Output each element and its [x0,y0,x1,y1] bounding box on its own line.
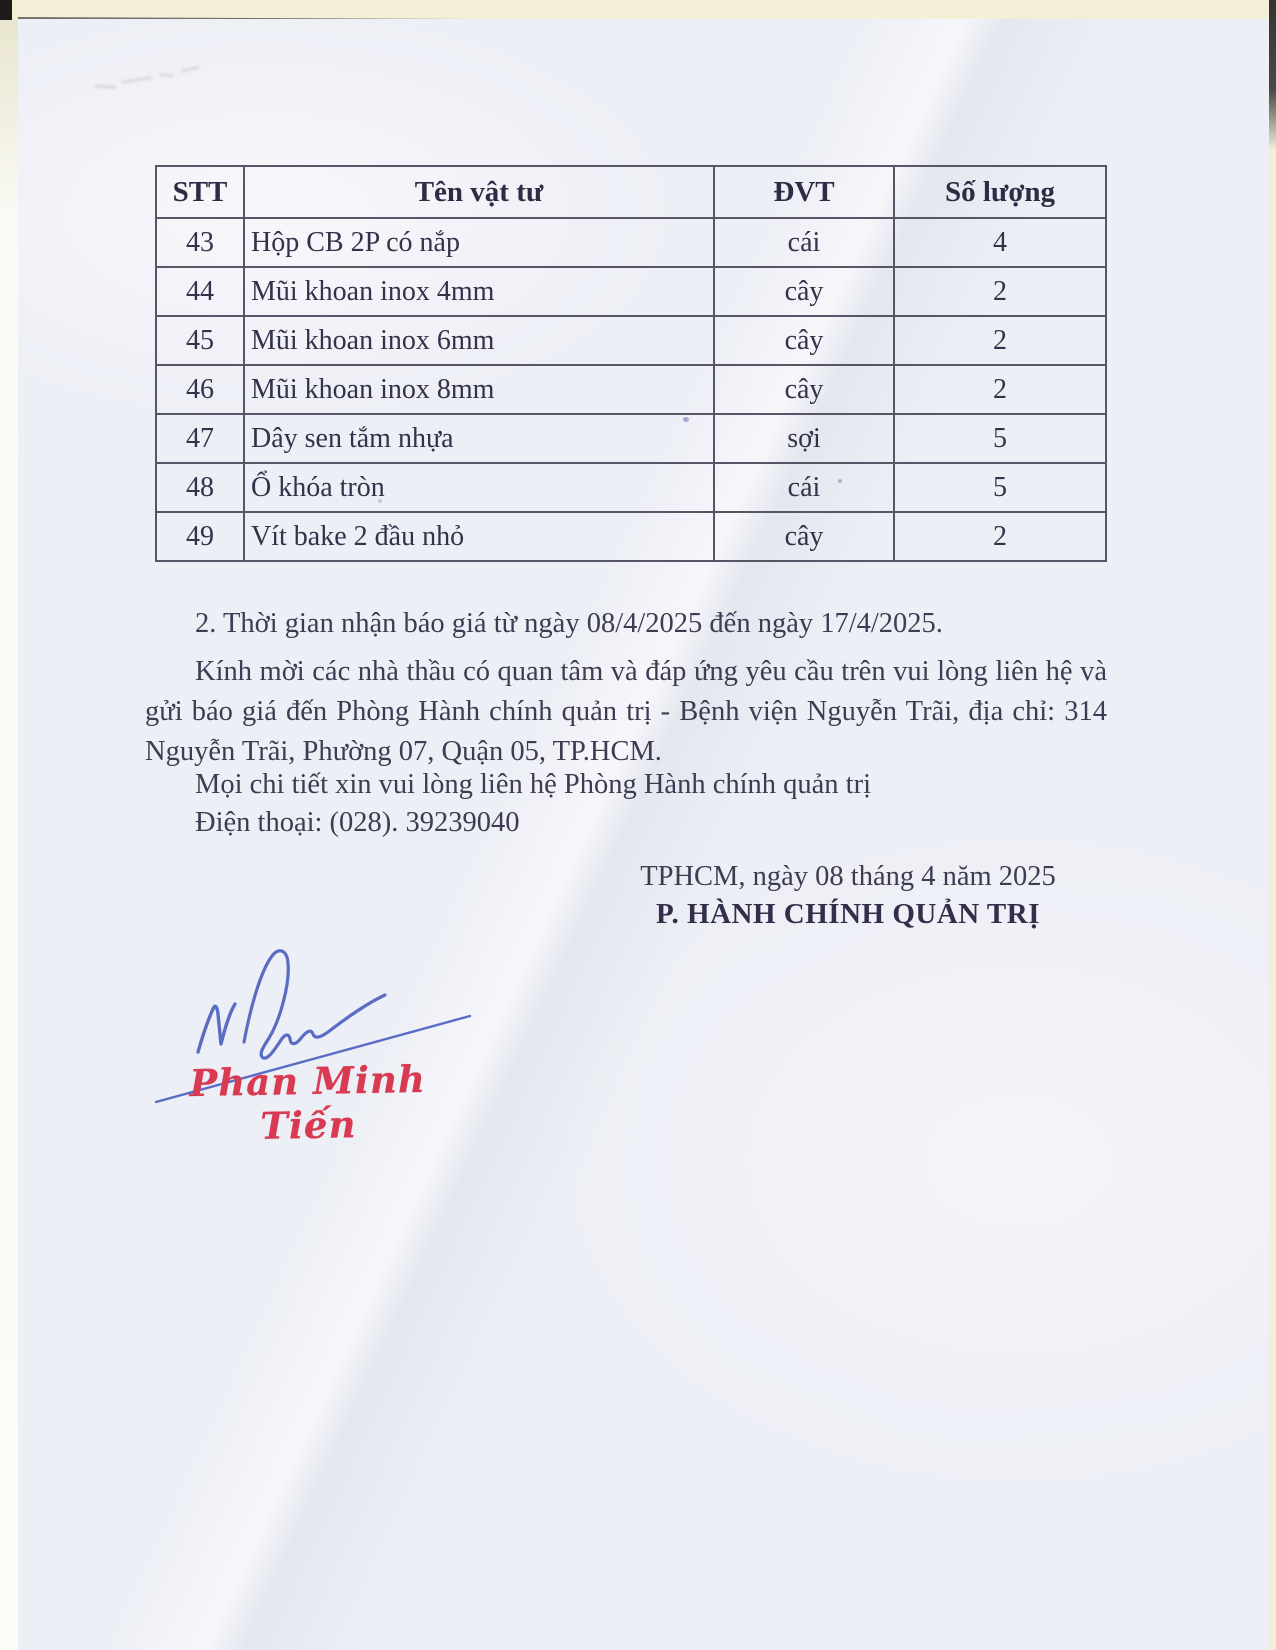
cell-qty: 2 [894,512,1106,561]
cell-stt: 47 [156,414,244,463]
cell-unit: cây [714,267,894,316]
scan-speck [683,417,689,422]
header-unit: ĐVT [714,166,894,218]
cell-stt: 45 [156,316,244,365]
table-header-row [156,166,1106,218]
cell-unit: cây [714,316,894,365]
invitation-text: Kính mời các nhà thầu có quan tâm và đáp ứng yêu cầu trên vui lòng liên hệ và gửi báo giá đến Phòng Hành chính quản trị - Bệnh viện Nguyễn Trãi, địa chỉ: 314 Nguyễn Trãi, Phường 07, Quận 05, TP.HCM. [145,656,1107,767]
scan-right-edge-shadow [1269,0,1276,150]
table-row [156,365,1106,414]
cell-name: Dây sen tắm nhựa [244,414,714,463]
phone-line [145,803,1107,843]
phone-text: Điện thoại: (028). 39239040 [195,807,520,838]
table-row [156,316,1106,365]
time-window-line [145,604,1107,644]
cell-qty: 2 [894,316,1106,365]
cell-name: Mũi khoan inox 6mm [244,316,714,365]
cell-stt: 43 [156,218,244,267]
cell-unit: cái [714,463,894,512]
time-window-text: 2. Thời gian nhận báo giá từ ngày 08/4/2025 đến ngày 17/4/2025. [195,608,943,639]
cell-unit: sợi [714,414,894,463]
date-place-line: TPHCM, ngày 08 tháng 4 năm 2025 [640,861,1056,892]
cell-qty: 5 [894,414,1106,463]
cell-qty: 2 [894,267,1106,316]
scan-speck [378,499,382,503]
header-name: Tên vật tư [244,166,714,218]
header-qty: Số lượng [894,166,1106,218]
cell-name: Hộp CB 2P có nắp [244,218,714,267]
embossed-pressure-marks [89,61,221,98]
contact-line [145,765,1107,805]
cell-unit: cái [714,218,894,267]
cell-stt: 44 [156,267,244,316]
scan-speck [838,479,842,483]
cell-stt: 48 [156,463,244,512]
paper-sheet [18,19,1269,1650]
table-row [156,512,1106,561]
cell-unit: cây [714,365,894,414]
cell-qty: 4 [894,218,1106,267]
table-row [156,463,1106,512]
signer-name-red: Phan Minh Tiến [189,1056,427,1148]
department-title: P. HÀNH CHÍNH QUẢN TRỊ [655,898,1041,930]
cell-name: Mũi khoan inox 8mm [244,365,714,414]
cell-qty: 2 [894,365,1106,414]
table-row [156,218,1106,267]
table-row [156,414,1106,463]
materials-table [155,165,1107,562]
cell-name: Vít bake 2 đầu nhỏ [244,512,714,561]
scanner-left-margin [0,20,18,1650]
contact-text: Mọi chi tiết xin vui lòng liên hệ Phòng Hành chính quản trị [195,769,871,800]
cell-unit: cây [714,512,894,561]
invitation-paragraph [145,652,1107,772]
cell-stt: 49 [156,512,244,561]
cell-name: Ổ khóa tròn [244,463,714,512]
header-stt: STT [156,166,244,218]
signature-block [618,859,1078,933]
table-row [156,267,1106,316]
cell-name: Mũi khoan inox 4mm [244,267,714,316]
cell-qty: 5 [894,463,1106,512]
cell-stt: 46 [156,365,244,414]
